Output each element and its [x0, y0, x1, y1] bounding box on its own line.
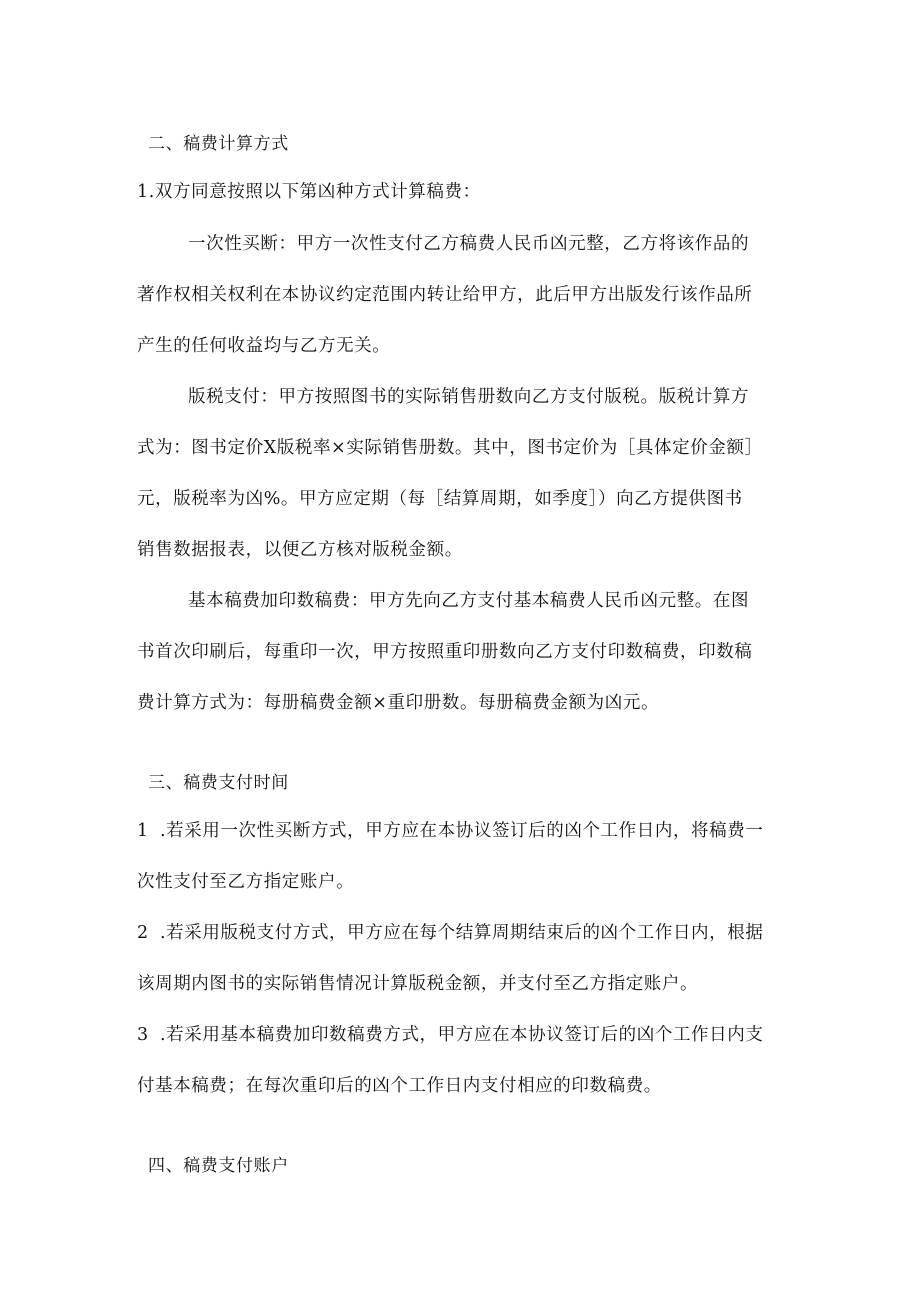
basic-line-2: 书首次印刷后，每重印一次，甲方按照重印册数向乙方支付印数稿费，印数稿 — [137, 642, 753, 662]
section-3-item-3-line-1: .若采用基本稿费加印数稿费方式，甲方应在本协议签订后的凶个工作日内支 — [160, 1025, 764, 1045]
royalty-line-3: 元，版税率为凶%。甲方应定期（每［结算周期，如季度］）向乙方提供图书 — [137, 489, 743, 509]
section-3-item-2-line-1: .若采用版税支付方式，甲方应在每个结算周期结束后的凶个工作日内，根据 — [160, 923, 764, 943]
basic-line-3: 费计算方式为：每册稿费金额×重印册数。每册稿费金额为凶元。 — [137, 693, 660, 713]
lumpsum-line-2: 著作权相关权利在本协议约定范围内转让给甲方，此后甲方出版发行该作品所 — [137, 285, 753, 305]
basic-line-1: 基本稿费加印数稿费：甲方先向乙方支付基本稿费人民币凶元整。在图 — [188, 591, 750, 611]
section-4-heading: 四、稿费支付账户 — [148, 1156, 289, 1176]
royalty-line-4: 销售数据报表，以便乙方核对版税金额。 — [137, 540, 463, 560]
royalty-line-2: 式为：图书定价X版税率×实际销售册数。其中，图书定价为［具体定价金额］ — [137, 438, 763, 458]
section-3-item-3-number: 3 — [137, 1025, 149, 1045]
section-3-item-2-number: 2 — [137, 923, 149, 943]
section-3-item-1-line-1: .若采用一次性买断方式，甲方应在本协议签订后的凶个工作日内，将稿费一 — [160, 821, 764, 841]
section-3-item-1-line-2: 次性支付至乙方指定账户。 — [137, 872, 355, 892]
lumpsum-line-3: 产生的任何收益均与乙方无关。 — [137, 336, 391, 356]
section-2-item-1: 1.双方同意按照以下第凶种方式计算稿费： — [137, 182, 481, 202]
section-3-item-3-line-2: 付基本稿费；在每次重印后的凶个工作日内支付相应的印数稿费。 — [137, 1076, 662, 1096]
lumpsum-line-1: 一次性买断：甲方一次性支付乙方稿费人民币凶元整，乙方将该作品的 — [188, 234, 750, 254]
section-2-heading: 二、稿费计算方式 — [148, 134, 289, 154]
section-3-heading: 三、稿费支付时间 — [148, 773, 289, 793]
section-3-item-2-line-2: 该周期内图书的实际销售情况计算版税金额，并支付至乙方指定账户。 — [137, 974, 699, 994]
royalty-line-1: 版税支付：甲方按照图书的实际销售册数向乙方支付版税。版税计算方 — [188, 387, 750, 407]
section-3-item-1-number: 1 — [137, 821, 149, 841]
